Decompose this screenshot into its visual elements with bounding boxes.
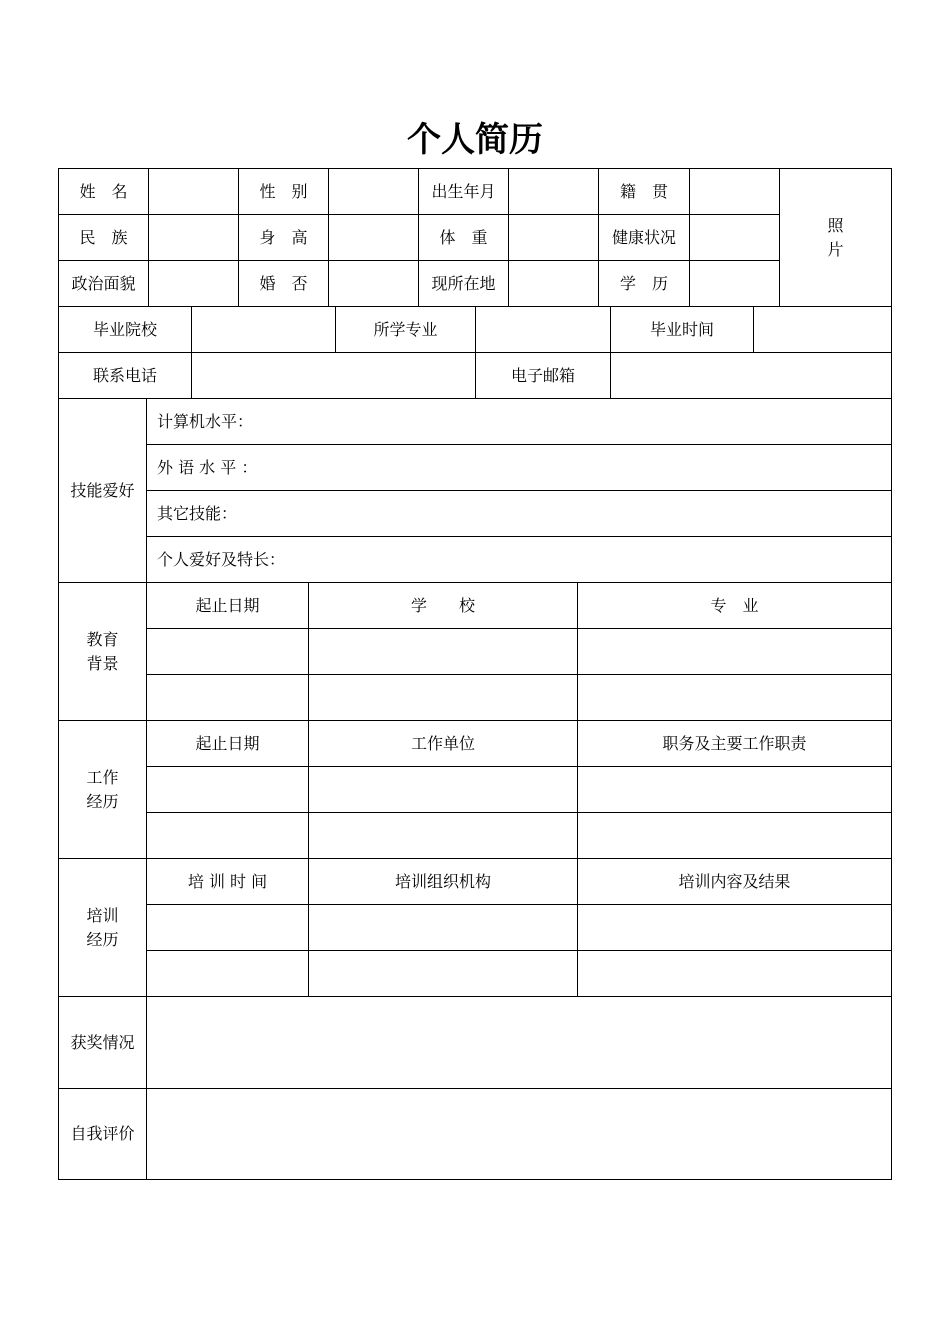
label-health: 健康状况 [598,214,689,260]
edu-cell[interactable] [146,628,308,674]
work-cell[interactable] [577,766,891,812]
label-political: 政治面貌 [58,260,148,306]
input-name[interactable] [148,168,238,214]
label-school: 毕业院校 [58,306,191,352]
label-major: 所学专业 [335,306,475,352]
work-cell[interactable] [308,766,577,812]
work-cell[interactable] [146,766,308,812]
input-location[interactable] [508,260,598,306]
label-gender: 性 别 [238,168,328,214]
edu-cell[interactable] [308,628,577,674]
header-work-company: 工作单位 [308,720,577,766]
page-title: 个人简历 [407,120,543,160]
label-training: 培训 经历 [58,858,146,996]
input-phone[interactable] [191,352,475,398]
label-self-eval: 自我评价 [58,1088,146,1179]
input-political[interactable] [148,260,238,306]
label-location: 现所在地 [418,260,508,306]
label-education-bg: 教育 背景 [58,582,146,720]
field-computer-level[interactable]: 计算机水平： [146,398,891,444]
training-cell[interactable] [308,904,577,950]
input-gender[interactable] [328,168,418,214]
input-birth[interactable] [508,168,598,214]
label-education: 学 历 [598,260,689,306]
edu-cell[interactable] [146,674,308,720]
input-awards[interactable] [146,996,891,1088]
table-border-bottom [58,1179,892,1180]
header-work-duties: 职务及主要工作职责 [577,720,891,766]
label-email: 电子邮箱 [475,352,610,398]
input-self-eval[interactable] [146,1088,891,1179]
edu-cell[interactable] [577,674,891,720]
header-training-content: 培训内容及结果 [577,858,891,904]
work-cell[interactable] [577,812,891,858]
training-cell[interactable] [577,904,891,950]
header-edu-dates: 起止日期 [146,582,308,628]
input-major[interactable] [475,306,610,352]
work-cell[interactable] [308,812,577,858]
label-native: 籍 贯 [598,168,689,214]
header-edu-major: 专 业 [577,582,891,628]
field-language-level[interactable]: 外 语 水 平 ： [146,444,891,490]
label-grad-time: 毕业时间 [610,306,753,352]
input-grad-time[interactable] [753,306,891,352]
table-border-right [891,168,892,1180]
training-cell[interactable] [308,950,577,996]
edu-cell[interactable] [308,674,577,720]
header-training-org: 培训组织机构 [308,858,577,904]
training-cell[interactable] [577,950,891,996]
input-marital[interactable] [328,260,418,306]
label-ethnic: 民 族 [58,214,148,260]
photo-box[interactable]: 照 片 [779,168,891,306]
input-native[interactable] [689,168,779,214]
field-hobbies[interactable]: 个人爱好及特长： [146,536,891,582]
label-height: 身 高 [238,214,328,260]
field-other-skills[interactable]: 其它技能： [146,490,891,536]
edu-cell[interactable] [577,628,891,674]
input-school[interactable] [191,306,335,352]
input-weight[interactable] [508,214,598,260]
header-training-time: 培 训 时 间 [146,858,308,904]
label-awards: 获奖情况 [58,996,146,1088]
input-height[interactable] [328,214,418,260]
label-work: 工作 经历 [58,720,146,858]
work-cell[interactable] [146,812,308,858]
label-skills: 技能爱好 [58,398,146,582]
input-ethnic[interactable] [148,214,238,260]
header-work-dates: 起止日期 [146,720,308,766]
input-health[interactable] [689,214,779,260]
label-name: 姓 名 [58,168,148,214]
label-marital: 婚 否 [238,260,328,306]
training-cell[interactable] [146,950,308,996]
header-edu-school: 学 校 [308,582,577,628]
label-birth: 出生年月 [418,168,508,214]
input-email[interactable] [610,352,891,398]
label-phone: 联系电话 [58,352,191,398]
input-education[interactable] [689,260,779,306]
label-weight: 体 重 [418,214,508,260]
training-cell[interactable] [146,904,308,950]
